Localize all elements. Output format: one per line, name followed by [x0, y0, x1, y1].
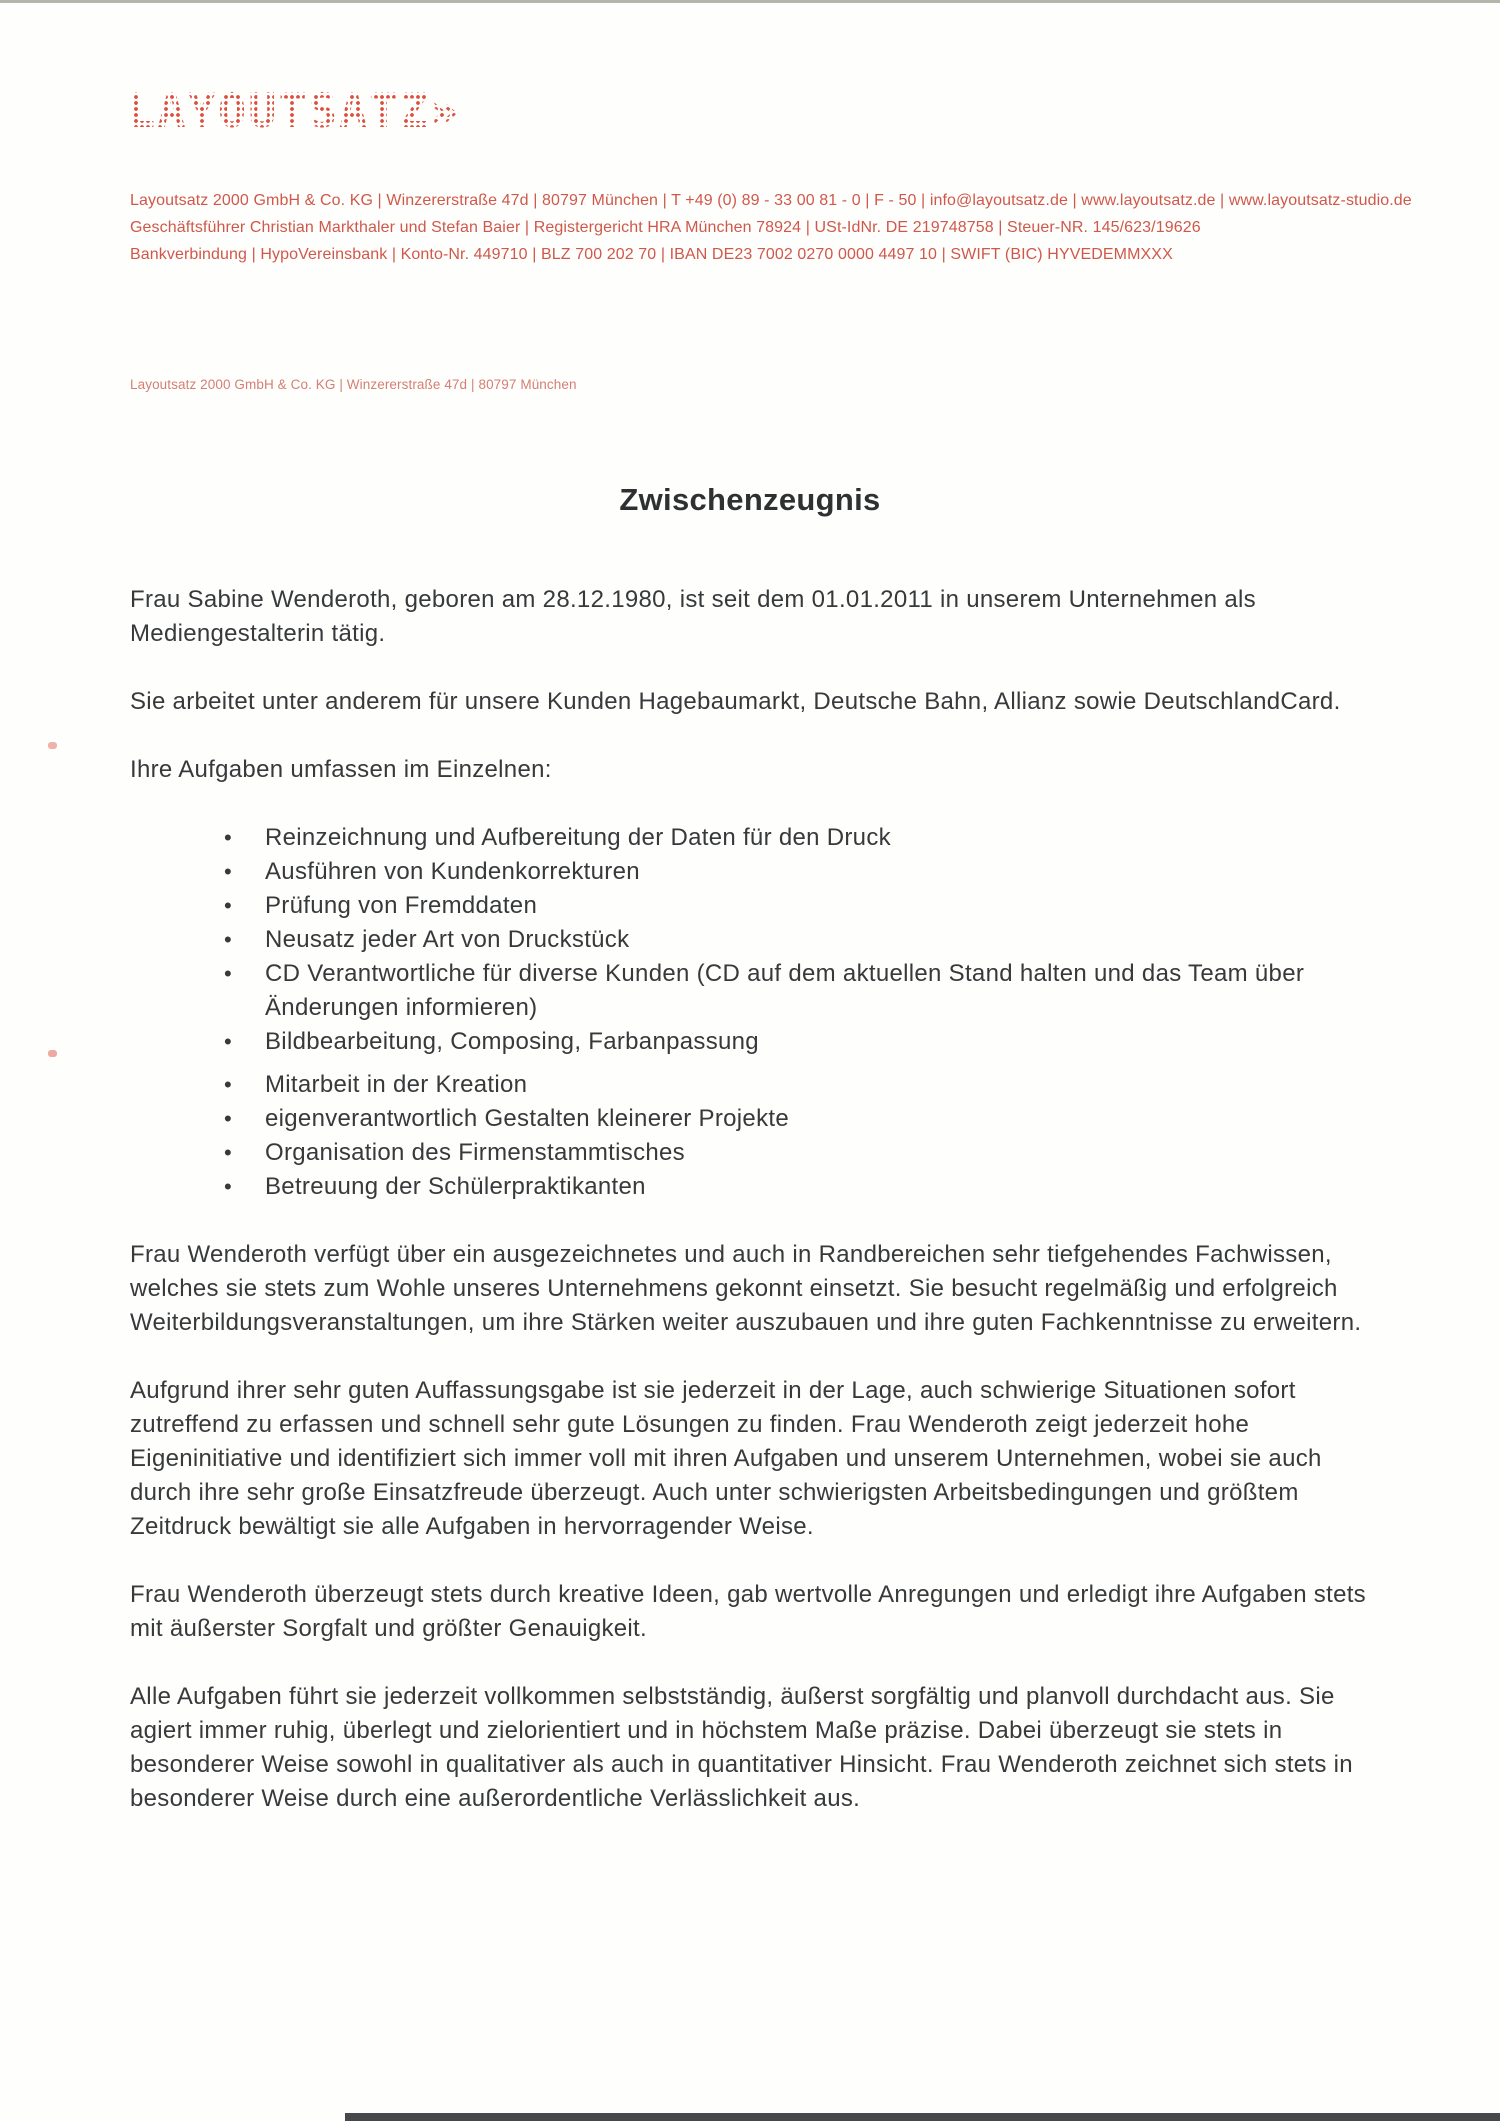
- task-list-item: • Organisation des Firmenstammtisches: [265, 1136, 1375, 1170]
- fold-mark: [48, 742, 57, 749]
- task-list-item: • Neusatz jeder Art von Druckstück: [265, 923, 1375, 957]
- company-registry-line: Geschäftsführer Christian Markthaler und Stefan Baier | Registergericht HRA München 78924 | USt-IdNr. DE 219748758 | Steuer-NR. 145/623/19626: [130, 219, 1201, 236]
- task-list-item: • Prüfung von Fremddaten: [265, 889, 1375, 923]
- task-list: [130, 821, 1375, 1204]
- scan-edge-shadow: [345, 2113, 1500, 2121]
- closing-paragraph: Frau Wenderoth überzeugt stets durch kreative Ideen, gab wertvolle Anregungen und erledigt ihre Aufgaben stets mit äußerster Sorgfalt und größter Genauigkeit.: [130, 1581, 1366, 1642]
- document-body: [130, 583, 1375, 1850]
- task-list-lead-in: Ihre Aufgaben umfassen im Einzelnen:: [130, 756, 552, 783]
- closing-paragraph: Aufgrund ihrer sehr guten Auffassungsgabe ist sie jederzeit in der Lage, auch schwierige Situationen sofort zutreffend zu erfassen und schnell sehr gute Lösungen zu finden. Frau Wenderoth zeigt jederzeit hohe Eigeninitiative und identifiziert sich immer voll mit ihren Aufgaben und unserem Unternehmen, wobei sie auch durch ihre sehr große Einsatzfreude überzeugt. Auch unter schwierigsten Arbeitsbedingungen und größtem Zeitdruck bewältigt sie alle Aufgaben in hervorragender Weise.: [130, 1377, 1322, 1540]
- sender-address-line: Layoutsatz 2000 GmbH & Co. KG | Winzererstraße 47d | 80797 München: [130, 377, 577, 392]
- closing-paragraph: Frau Wenderoth verfügt über ein ausgezeichnetes und auch in Randbereichen sehr tiefgehendes Fachwissen, welches sie stets zum Wohle unseres Unternehmens gekonnt einsetzt. Sie besucht regelmäßig und erfolgreich Weiterbildungsveranstaltungen, um ihre Stärken weiter auszubauen und ihre guten Fachkenntnisse zu erweitern.: [130, 1241, 1362, 1336]
- task-list-item: • Ausführen von Kundenkorrekturen: [265, 855, 1375, 889]
- company-info-block: [130, 187, 1420, 268]
- fold-mark: [48, 1050, 57, 1057]
- intro-paragraph: Frau Sabine Wenderoth, geboren am 28.12.1980, ist seit dem 01.01.2011 in unserem Unternehmen als Mediengestalterin tätig.: [130, 586, 1256, 647]
- task-list-item: • Bildbearbeitung, Composing, Farbanpassung: [265, 1025, 1375, 1059]
- intro-paragraph: Sie arbeitet unter anderem für unsere Kunden Hagebaumarkt, Deutsche Bahn, Allianz sowie DeutschlandCard.: [130, 688, 1341, 715]
- task-list-item: • eigenverantwortlich Gestalten kleinerer Projekte: [265, 1102, 1375, 1136]
- layoutsatz-logo: LAYOUTSATZ»: [127, 84, 461, 139]
- document-title: Zwischenzeugnis: [619, 482, 881, 517]
- task-list-item: • CD Verantwortliche für diverse Kunden (CD auf dem aktuellen Stand halten und das Team über Änderungen informieren): [265, 957, 1375, 1025]
- task-list-item: • Betreuung der Schülerpraktikanten: [265, 1170, 1375, 1204]
- company-bank-line: Bankverbindung | HypoVereinsbank | Konto-Nr. 449710 | BLZ 700 202 70 | IBAN DE23 7002 0270 0000 4497 10 | SWIFT (BIC) HYVEDEMMXXX: [130, 246, 1173, 263]
- task-list-item: • Mitarbeit in der Kreation: [265, 1068, 1375, 1102]
- task-list-item: • Reinzeichnung und Aufbereitung der Daten für den Druck: [265, 821, 1375, 855]
- closing-paragraph: Alle Aufgaben führt sie jederzeit vollkommen selbstständig, äußerst sorgfältig und planvoll durchdacht aus. Sie agiert immer ruhig, überlegt und zielorientiert und in höchstem Maße präzise. Dabei überzeugt sie stets in besonderer Weise sowohl in qualitativer als auch in quantitativer Hinsicht. Frau Wenderoth zeichnet sich stets in besonderer Weise durch eine außerordentliche Verlässlichkeit aus.: [130, 1683, 1353, 1812]
- company-contact-line: Layoutsatz 2000 GmbH & Co. KG | Winzererstraße 47d | 80797 München | T +49 (0) 89 - 33 00 81 - 0 | F - 50 | info@layoutsatz.de | www.layoutsatz.de | www.layoutsatz-studio.de: [130, 192, 1412, 209]
- scan-edge-line: [0, 0, 1500, 3]
